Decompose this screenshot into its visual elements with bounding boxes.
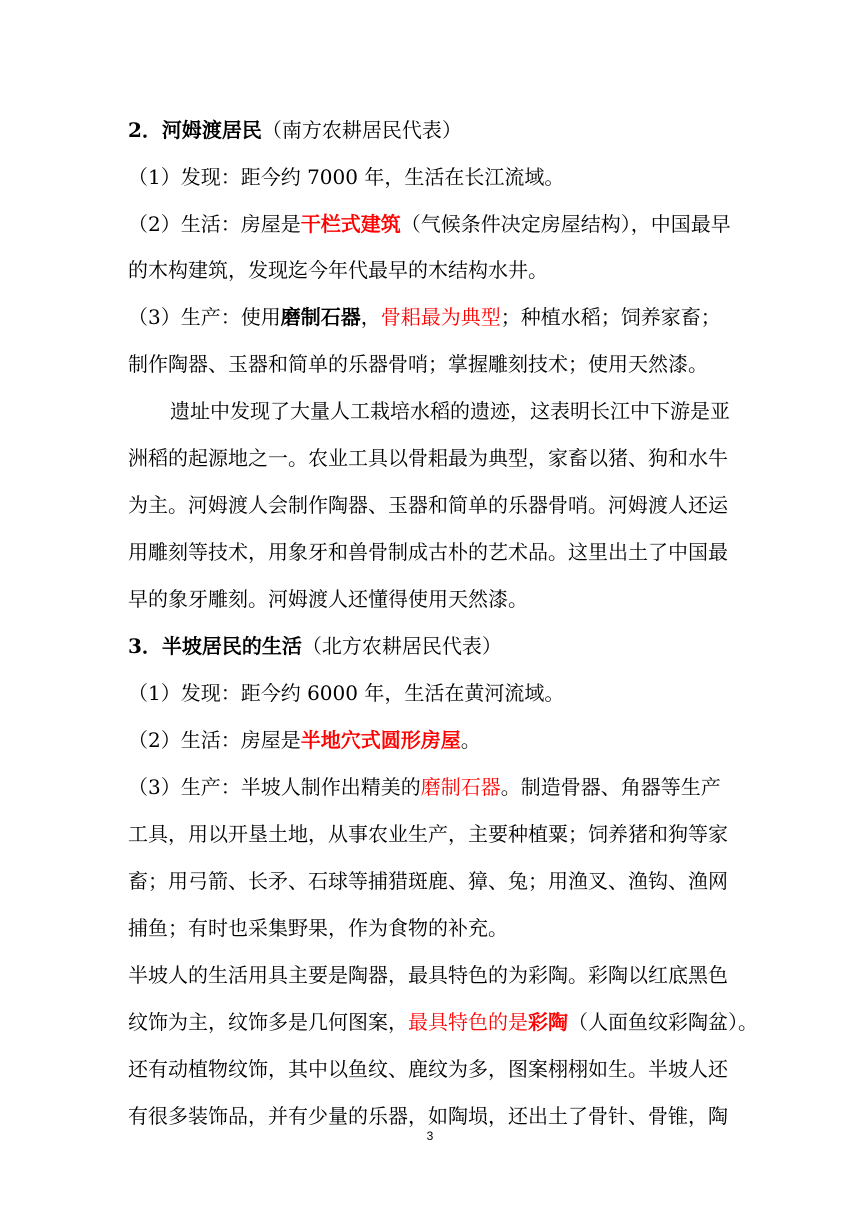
s3-production-suffix: 。制造骨器、角器等生产 <box>500 775 721 799</box>
s2-production-suffix: ；种植水稻；饲养家畜； <box>500 305 721 329</box>
s3-painted-pottery-highlight: 彩陶 <box>528 1010 568 1034</box>
s2-paragraph-line: 早的象牙雕刻。河姆渡人还懂得使用天然漆。 <box>128 587 528 611</box>
s3-house-type-highlight: 半地穴式圆形房屋 <box>300 728 461 752</box>
s3-paragraph-line: 半坡人的生活用具主要是陶器，最具特色的为彩陶。彩陶以红底黑色 <box>128 963 728 987</box>
s2-production-line-2: 制作陶器、玉器和简单的乐器骨哨；掌握雕刻技术；使用天然漆。 <box>128 352 708 376</box>
section-3-title <box>128 633 738 659</box>
s2-life-line <box>128 211 738 237</box>
s2-life-prefix: （2）生活：房屋是 <box>128 212 301 236</box>
s2-comma: ， <box>360 305 381 329</box>
page-number: 3 <box>426 1129 434 1143</box>
s2-paragraph-line: 为主。河姆渡人会制作陶器、玉器和简单的乐器骨哨。河姆渡人还运 <box>128 493 728 517</box>
s2-paragraph-line: 洲稻的起源地之一。农业工具以骨耜最为典型，家畜以猪、狗和水牛 <box>128 446 728 470</box>
section-2-subtitle: （南方农耕居民代表） <box>261 118 462 142</box>
s3-paragraph-text: 纹饰为主，纹饰多是几何图案， <box>128 1010 408 1034</box>
section-2-number: 2． <box>128 118 162 142</box>
s2-discovery-line: （1）发现：距今约 7000 年，生活在长江流域。 <box>128 165 565 189</box>
s2-house-type-highlight: 干栏式建筑 <box>300 212 401 236</box>
s2-production-line <box>128 304 738 330</box>
s2-life-line-2: 的木构建筑，发现迄今年代最早的木结构水井。 <box>128 258 548 282</box>
section-2-title <box>128 117 738 143</box>
s2-tool-bold: 磨制石器 <box>280 305 361 329</box>
section-2-heading: 河姆渡居民 <box>161 118 262 142</box>
section-3-subtitle: （北方农耕居民代表） <box>301 634 502 658</box>
s3-life-suffix: 。 <box>460 728 481 752</box>
s3-production-prefix: （3）生产：半坡人制作出精美的 <box>128 775 421 799</box>
s3-life-prefix: （2）生活：房屋是 <box>128 728 301 752</box>
s3-discovery-line: （1）发现：距今约 6000 年，生活在黄河流域。 <box>128 681 565 705</box>
s3-production-line-2: 工具，用以开垦土地，从事农业生产，主要种植粟；饲养猪和狗等家 <box>128 822 728 846</box>
s3-life-line <box>128 727 738 753</box>
s2-paragraph-line: 用雕刻等技术，用象牙和兽骨制成古朴的艺术品。这里出土了中国最 <box>128 540 728 564</box>
s3-tool-highlight: 磨制石器 <box>420 775 501 799</box>
s2-paragraph-line: 遗址中发现了大量人工栽培水稻的遗迹，这表明长江中下游是亚 <box>170 399 730 423</box>
s2-tool-highlight: 骨耜最为典型 <box>380 305 501 329</box>
s3-production-line-3: 畜；用弓箭、长矛、石球等捕猎斑鹿、獐、兔；用渔叉、渔钩、渔网 <box>128 869 728 893</box>
s3-paragraph-line-2 <box>128 1009 758 1035</box>
s3-paragraph-text: （人面鱼纹彩陶盆）。 <box>568 1010 758 1034</box>
s2-production-prefix: （3）生产：使用 <box>128 305 281 329</box>
s2-life-suffix: （气候条件决定房屋结构），中国最早 <box>400 212 731 236</box>
s3-production-line <box>128 774 738 800</box>
s3-feature-highlight: 最具特色的是 <box>408 1010 528 1034</box>
s3-paragraph-line: 有很多装饰品，并有少量的乐器，如陶埙，还出土了骨针、骨锥，陶 <box>128 1104 728 1128</box>
section-3-heading: 3．半坡居民的生活 <box>128 634 302 658</box>
s3-production-line-4: 捕鱼；有时也采集野果，作为食物的补充。 <box>128 916 508 940</box>
s3-paragraph-line: 还有动植物纹饰，其中以鱼纹、鹿纹为多，图案栩栩如生。半坡人还 <box>128 1057 728 1081</box>
